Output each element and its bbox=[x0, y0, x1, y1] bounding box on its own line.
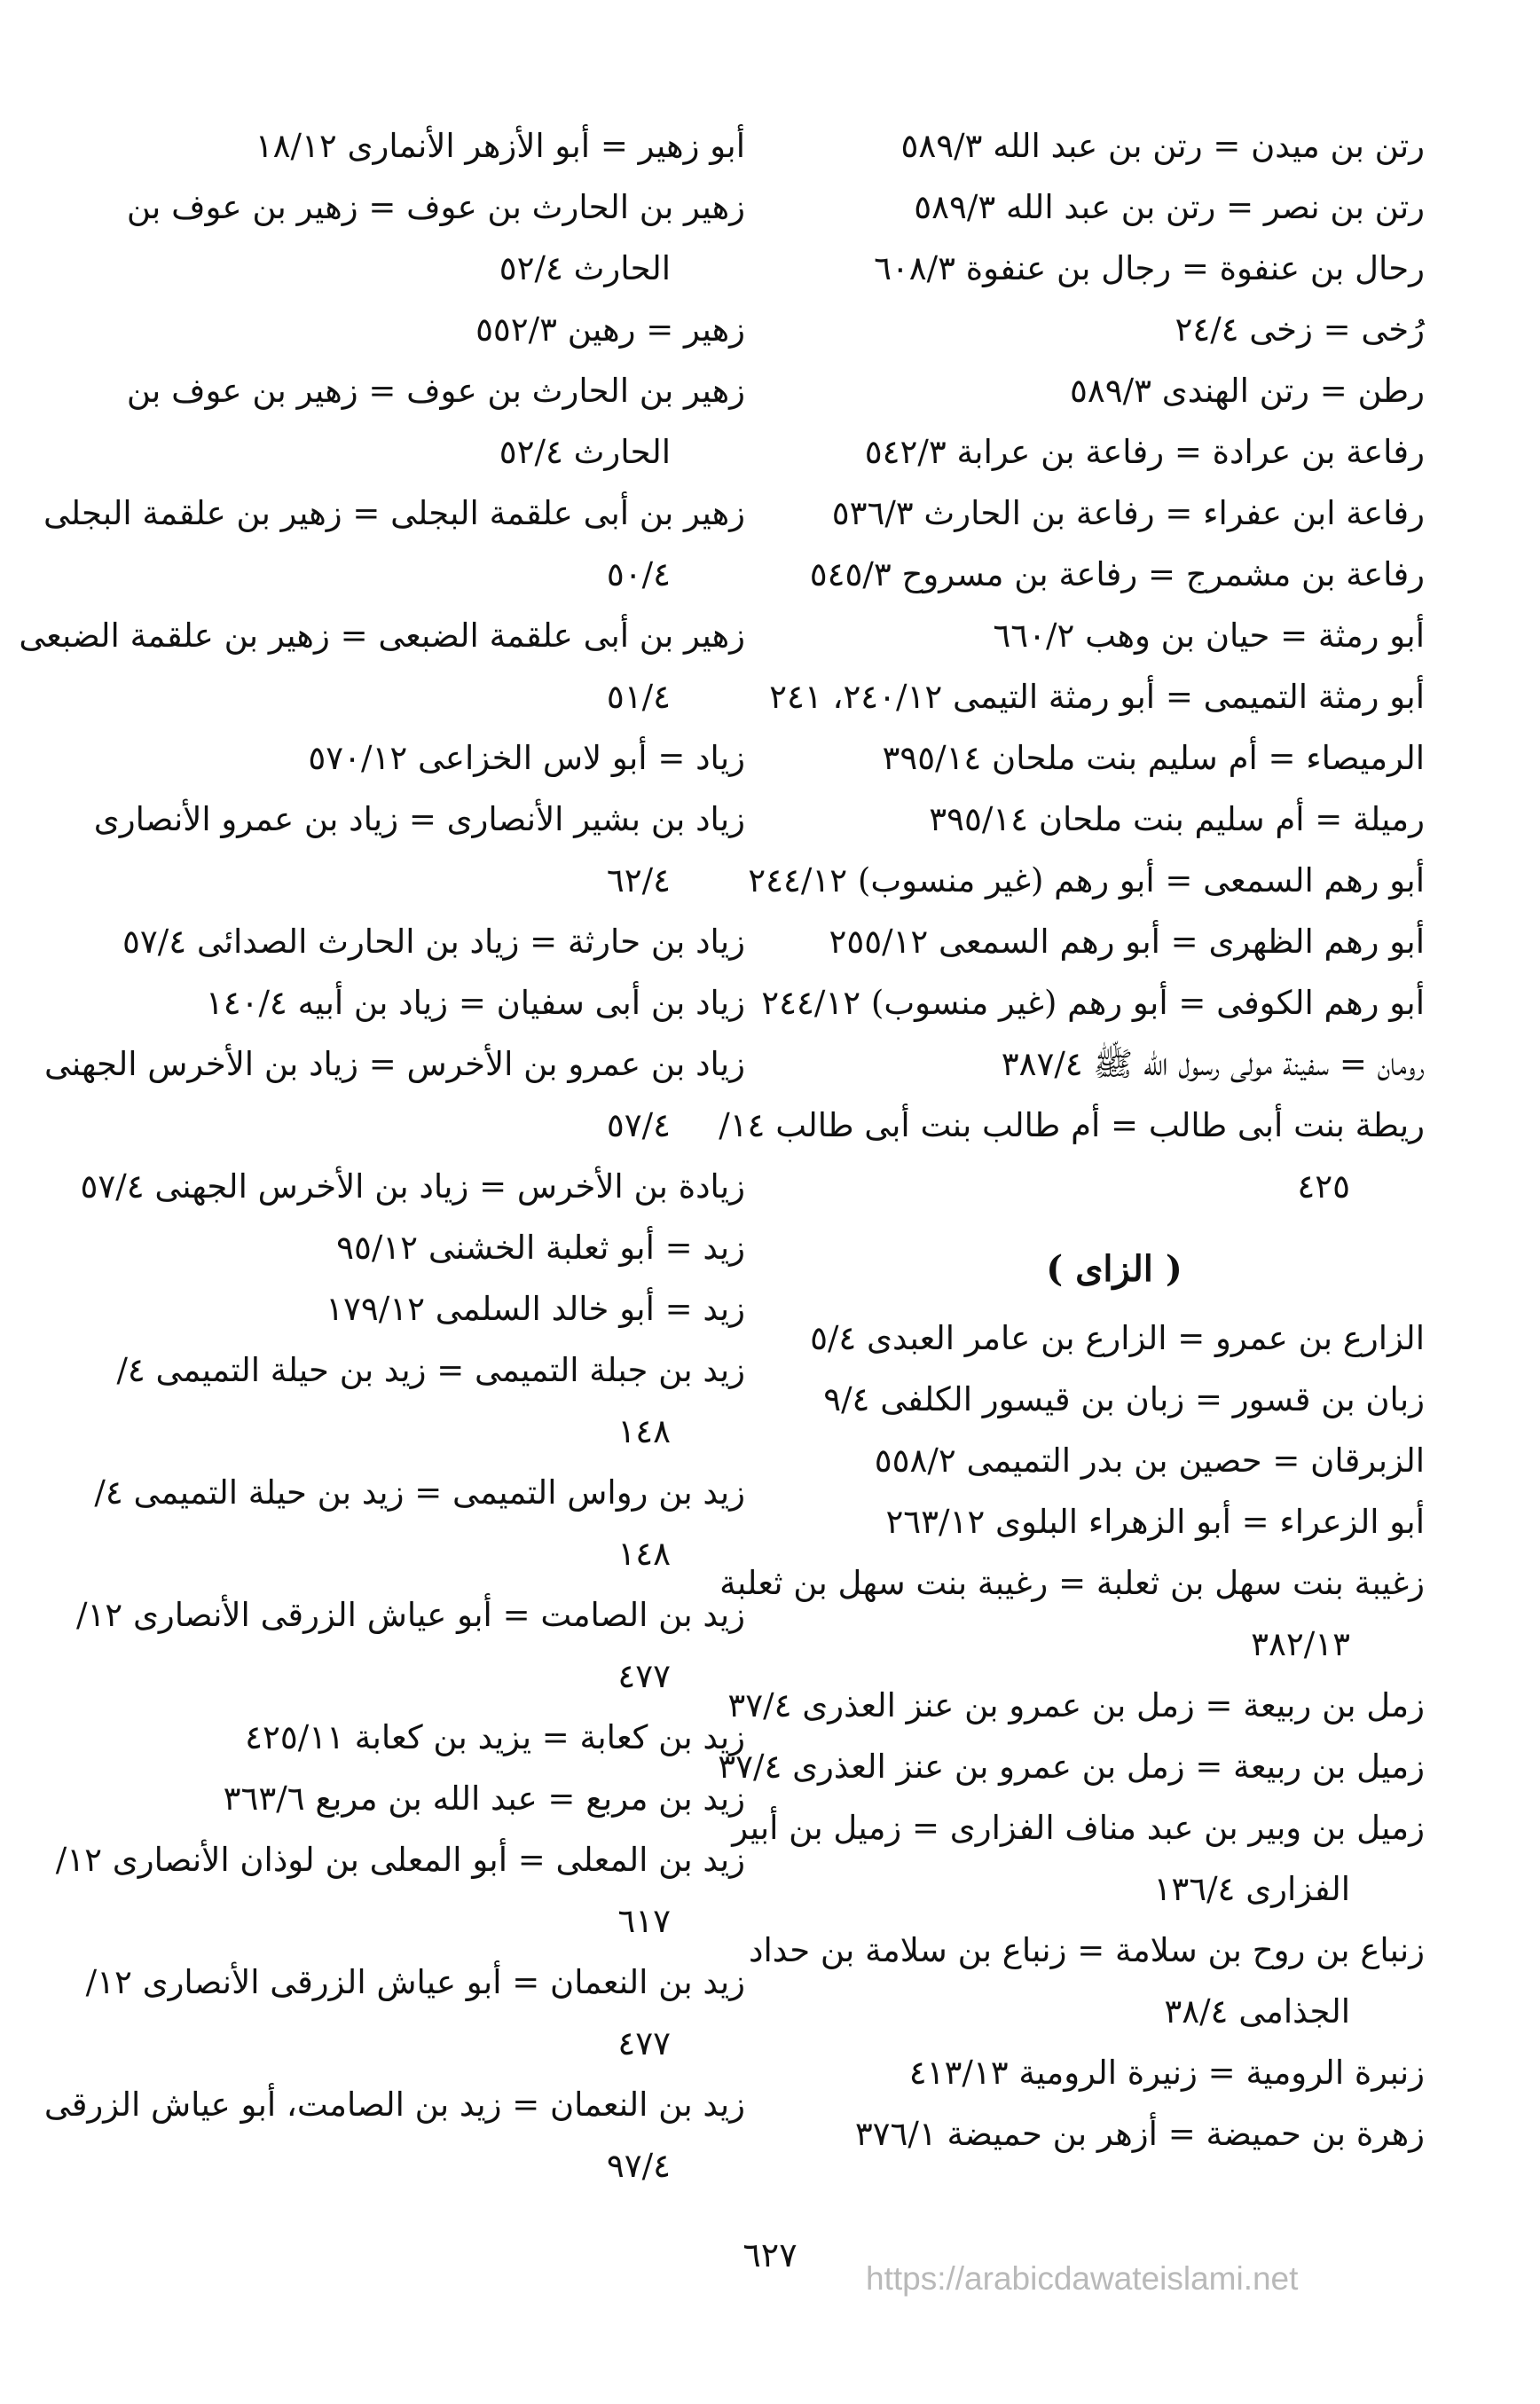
index-entry bbox=[124, 727, 745, 789]
index-entry bbox=[748, 850, 1425, 911]
index-entry-text: زياد = أبو لاس الخزاعى ٥٧٠/١٢ bbox=[308, 739, 745, 777]
index-entry-text: زيد بن الصامت = أبو عياش الزرقى الأنصارى ١٢/ bbox=[75, 1596, 745, 1634]
index-entry bbox=[804, 299, 1425, 360]
index-entry-continuation: الحارث ٥٢/٤ bbox=[499, 249, 671, 287]
index-entry bbox=[804, 544, 1425, 605]
index-entry-text: أبو الزعراء = أبو الزهراء البلوى ٢٦٣/١٢ bbox=[885, 1503, 1425, 1541]
index-entry-text: رفاعة بن مشمرج = رفاعة بن مسروح ٥٤٥/٣ bbox=[809, 555, 1425, 593]
index-entry-text: زيد بن النعمان = أبو عياش الزرقى الأنصارى ١٢/ bbox=[85, 1963, 745, 2001]
index-entry-text: زياد بن أبى سفيان = زياد بن أبيه ١٤٠/٤ bbox=[205, 984, 745, 1022]
index-entry-continuation: ٩٧/٤ bbox=[606, 2147, 671, 2185]
index-entry bbox=[732, 1797, 1425, 1920]
index-entry-text: رفاعة بن عرادة = رفاعة بن عرابة ٥٤٢/٣ bbox=[864, 433, 1425, 471]
index-entry-continuation: الجذامى ٣٨/٤ bbox=[1164, 1992, 1350, 2031]
index-entry bbox=[727, 1675, 1425, 1736]
index-entry-text: أبو رمثة = حيان بن وهب ٦٦٠/٢ bbox=[993, 617, 1425, 655]
index-entry bbox=[804, 1369, 1425, 1430]
section-heading-zay: ( الزاى ) bbox=[1046, 1248, 1182, 1290]
index-entry bbox=[124, 972, 745, 1033]
index-entry-text: زميل بن وبير بن عبد مناف الفزارى = زميل بن أبير bbox=[732, 1809, 1425, 1847]
index-entry-text: زبان بن قسور = زبان بن قيسور الكلفى ٩/٤ bbox=[823, 1380, 1425, 1418]
index-entry bbox=[116, 1339, 745, 1462]
index-entry-continuation: ٣٨٢/١٣ bbox=[1251, 1625, 1350, 1663]
index-entry bbox=[804, 2042, 1425, 2103]
index-entry bbox=[761, 972, 1425, 1033]
index-entry bbox=[124, 177, 745, 299]
index-entry-text: زيد بن جبلة التميمى = زيد بن حيلة التميمى ٤/ bbox=[116, 1351, 745, 1389]
index-entry-text: رُخى = زخى ٢٤/٤ bbox=[1175, 310, 1425, 349]
index-entry bbox=[124, 115, 745, 177]
index-entry bbox=[124, 1217, 745, 1278]
index-entry bbox=[85, 1952, 745, 2074]
index-entry bbox=[804, 421, 1425, 483]
index-entry-continuation: ٤٧٧ bbox=[617, 1657, 671, 1695]
entries-zay-group bbox=[718, 1308, 1425, 2164]
index-entry-text: زنباع بن روح بن سلامة = زنباع بن سلامة بن حداد bbox=[749, 1931, 1425, 1969]
index-entry-text: الرميصاء = أم سليم بنت ملحان ٣٩٥/١٤ bbox=[882, 739, 1425, 777]
entries-zay-continued-group bbox=[19, 115, 745, 2196]
index-entry-text: زمل بن ربيعة = زمل بن عمرو بن عنز العذرى ٣٧/٤ bbox=[727, 1686, 1425, 1724]
index-entry bbox=[749, 1920, 1425, 2042]
index-entry bbox=[804, 727, 1425, 789]
index-entry-text: زيد بن النعمان = زيد بن الصامت، أبو عياش الزرقى bbox=[43, 2086, 745, 2124]
index-entry-text: زهرة بن حميضة = أزهر بن حميضة ٣٧٦/١ bbox=[854, 2115, 1425, 2153]
index-entry bbox=[124, 299, 745, 360]
index-entry bbox=[719, 1552, 1425, 1675]
index-entry-text: زيد بن المعلى = أبو المعلى بن لوذان الأنصارى ١٢/ bbox=[55, 1841, 745, 1879]
index-entry bbox=[75, 1584, 745, 1707]
index-entry bbox=[804, 789, 1425, 850]
index-entry-text: زيد بن كعابة = يزيد بن كعابة ٤٢٥/١١ bbox=[245, 1718, 745, 1756]
index-entry bbox=[804, 238, 1425, 299]
index-entry-text: أبو رمثة التميمى = أبو رمثة التيمى ٢٤٠/١٢، ٢٤١ bbox=[769, 678, 1425, 716]
index-entry-text: أبو زهير = أبو الأزهر الأنمارى ١٨/١٢ bbox=[255, 127, 745, 165]
index-entry bbox=[804, 1430, 1425, 1491]
index-entry-text: الزبرقان = حصين بن بدر التميمى ٥٥٨/٢ bbox=[874, 1442, 1425, 1480]
index-entry bbox=[804, 911, 1425, 972]
index-entry bbox=[124, 1768, 745, 1829]
index-entry bbox=[804, 360, 1425, 421]
index-entry bbox=[93, 789, 745, 911]
index-entry-text: زياد بن عمرو بن الأخرس = زياد بن الأخرس الجهنى bbox=[44, 1045, 745, 1083]
index-entry-text: زيادة بن الأخرس = زياد بن الأخرس الجهنى ٥٧/٤ bbox=[80, 1167, 745, 1206]
index-entry-text: رميلة = أم سليم بنت ملحان ٣٩٥/١٤ bbox=[929, 800, 1425, 838]
index-entry-text: ريطة بنت أبى طالب = أم طالب بنت أبى طالب ١٤/ bbox=[719, 1106, 1425, 1144]
index-entry-continuation: ٥٠/٤ bbox=[606, 555, 671, 593]
index-entry bbox=[43, 483, 745, 605]
page-number: ٦٢٧ bbox=[742, 2235, 798, 2274]
index-entry bbox=[43, 2074, 745, 2196]
index-entry bbox=[19, 605, 745, 727]
index-entry bbox=[44, 1033, 745, 1156]
index-entry-continuation: ٤٢٥ bbox=[1297, 1167, 1350, 1206]
index-entry-continuation: ٦٢/٤ bbox=[606, 861, 671, 900]
index-entry bbox=[719, 1095, 1425, 1217]
index-entry-text: زنبرة الرومية = زنيرة الرومية ٤١٣/١٣ bbox=[908, 2054, 1425, 2092]
index-entry-continuation: ١٤٨ bbox=[617, 1412, 671, 1450]
index-entry-text: رتن بن نصر = رتن بن عبد الله ٥٨٩/٣ bbox=[914, 188, 1425, 226]
index-entry bbox=[55, 1829, 745, 1952]
index-entry-text: رفاعة ابن عفراء = رفاعة بن الحارث ٥٣٦/٣ bbox=[831, 494, 1425, 532]
index-entry bbox=[804, 2103, 1425, 2164]
index-entry-text: الزارع بن عمرو = الزارع بن عامر العبدى ٥/٤ bbox=[810, 1319, 1425, 1357]
index-entry bbox=[94, 1462, 745, 1584]
index-entry bbox=[124, 360, 745, 483]
index-entry bbox=[804, 1033, 1425, 1095]
index-entry bbox=[80, 1156, 745, 1217]
index-entry bbox=[124, 911, 745, 972]
index-entry-text: زغيبة بنت سهل بن ثعلبة = رغيبة بنت سهل بن ثعلبة bbox=[719, 1564, 1425, 1602]
index-entry-continuation: ٤٧٧ bbox=[617, 2024, 671, 2062]
index-entry-text: زيد بن مربع = عبد الله بن مربع ٣٦٣/٦ bbox=[223, 1779, 745, 1818]
index-entry bbox=[124, 1707, 745, 1768]
index-entry bbox=[804, 605, 1425, 666]
index-entry-text: زهير بن أبى علقمة الضبعى = زهير بن علقمة الضبعى bbox=[19, 617, 745, 655]
index-entry bbox=[718, 1736, 1425, 1797]
index-entry-text: أبو رهم السمعى = أبو رهم (غير منسوب) ٢٤٤/١٢ bbox=[748, 861, 1425, 900]
index-entry-continuation: ١٤٨ bbox=[617, 1535, 671, 1573]
index-entry-text: زهير بن الحارث بن عوف = زهير بن عوف بن bbox=[126, 372, 745, 410]
index-entry bbox=[804, 483, 1425, 544]
index-entry-text: زيد = أبو ثعلبة الخشنى ٩٥/١٢ bbox=[336, 1229, 745, 1267]
index-entry-text: رتن بن ميدن = رتن بن عبد الله ٥٨٩/٣ bbox=[900, 127, 1425, 165]
left-column bbox=[19, 115, 745, 2196]
index-entry-continuation: الحارث ٥٢/٤ bbox=[499, 433, 671, 471]
index-entry-text: زيد = أبو خالد السلمى ١٧٩/١٢ bbox=[326, 1290, 745, 1328]
entries-ra-group bbox=[719, 115, 1425, 1217]
index-entry-text: زهير بن الحارث بن عوف = زهير بن عوف بن bbox=[126, 188, 745, 226]
index-entry-continuation: ٥١/٤ bbox=[606, 678, 671, 716]
index-entry bbox=[804, 115, 1425, 177]
index-entry-text: أبو رهم الظهرى = أبو رهم السمعى ٢٥٥/١٢ bbox=[829, 923, 1425, 961]
index-entry bbox=[804, 1491, 1425, 1552]
right-column bbox=[718, 115, 1425, 2164]
index-entry-text: رومان = سفينة مولى رسول الله ﷺ ٣٨٧/٤ bbox=[1001, 1045, 1425, 1083]
index-entry-text: أبو رهم الكوفى = أبو رهم (غير منسوب) ٢٤٤/١٢ bbox=[761, 984, 1425, 1022]
watermark-url: https://arabicdawateislami.net bbox=[866, 2260, 1299, 2297]
index-entry-text: زميل بن ربيعة = زمل بن عمرو بن عنز العذرى ٣٧/٤ bbox=[718, 1748, 1425, 1786]
index-entry-text: زياد بن حارثة = زياد بن الحارث الصدائى ٥٧/٤ bbox=[122, 923, 745, 961]
index-entry bbox=[804, 1308, 1425, 1369]
index-entry-continuation: الفزارى ١٣٦/٤ bbox=[1153, 1870, 1350, 1908]
index-entry bbox=[804, 177, 1425, 238]
index-entry bbox=[124, 1278, 745, 1339]
index-entry-text: رطن = رتن الهندى ٥٨٩/٣ bbox=[1070, 372, 1425, 410]
index-entry bbox=[769, 666, 1425, 727]
index-entry-text: رحال بن عنفوة = رجال بن عنفوة ٦٠٨/٣ bbox=[874, 249, 1425, 287]
index-entry-text: زهير = رهين ٥٥٢/٣ bbox=[475, 310, 745, 349]
index-entry-continuation: ٥٧/٤ bbox=[606, 1106, 671, 1144]
index-entry-text: زهير بن أبى علقمة البجلى = زهير بن علقمة البجلى bbox=[43, 494, 745, 532]
index-entry-continuation: ٦١٧ bbox=[617, 1902, 671, 1940]
index-entry-text: زيد بن رواس التميمى = زيد بن حيلة التميمى ٤/ bbox=[94, 1473, 745, 1512]
index-entry-text: زياد بن بشير الأنصارى = زياد بن عمرو الأنصارى bbox=[93, 800, 745, 838]
